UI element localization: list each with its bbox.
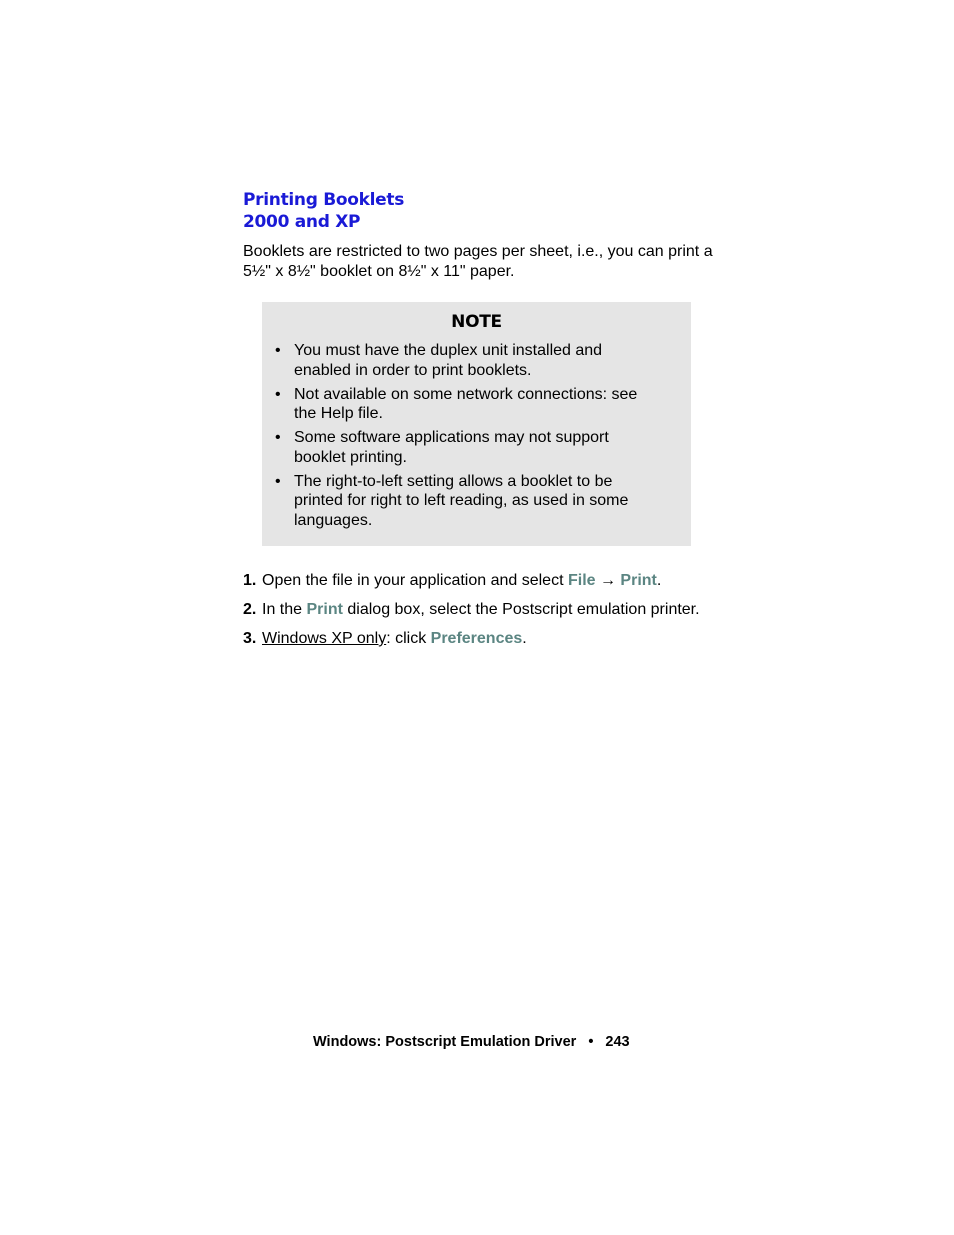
note-item-line: printed for right to left reading, as used in some bbox=[294, 492, 629, 509]
ui-ref-print: Print bbox=[620, 572, 657, 589]
intro-line-2: 5½" x 8½" booklet on 8½" x 11" paper. bbox=[243, 263, 515, 280]
windows-xp-only-label: Windows XP only bbox=[262, 630, 387, 647]
note-item bbox=[275, 341, 675, 380]
note-item bbox=[275, 428, 675, 467]
step-text-end: . bbox=[522, 630, 527, 647]
ui-ref-file: File bbox=[567, 572, 596, 589]
step-text-end: . bbox=[656, 572, 662, 589]
note-item bbox=[275, 472, 675, 531]
note-item-line: the Help file. bbox=[294, 405, 383, 422]
heading-line-1: Printing Booklets bbox=[243, 190, 405, 210]
step-number: 3. bbox=[243, 630, 257, 647]
bullet-icon: • bbox=[275, 472, 281, 490]
step-number: 1. bbox=[243, 572, 257, 589]
intro-paragraph bbox=[243, 242, 743, 282]
step-3 bbox=[243, 629, 803, 658]
note-item-line: You must have the duplex unit installed and bbox=[294, 342, 603, 359]
ui-ref-preferences: Preferences bbox=[430, 630, 523, 647]
note-item-line: The right-to-left setting allows a booklet to be bbox=[294, 472, 613, 490]
section-heading bbox=[243, 189, 404, 233]
note-item-line: Not available on some network connections: see bbox=[294, 385, 638, 403]
note-item-line: Some software applications may not support bbox=[294, 429, 609, 446]
bullet-icon: • bbox=[275, 385, 281, 403]
note-list bbox=[275, 341, 675, 535]
intro-line-1: Booklets are restricted to two pages per sheet, i.e., you can print a bbox=[243, 243, 713, 260]
note-item-line: languages. bbox=[294, 511, 373, 529]
step-text: Open the file in your application and select bbox=[262, 572, 568, 589]
step-1 bbox=[243, 571, 803, 600]
note-item-line: booklet printing. bbox=[294, 448, 407, 466]
step-number: 2. bbox=[243, 601, 257, 618]
footer-section-title: Windows: Postscript Emulation Driver bbox=[313, 1034, 577, 1050]
note-item bbox=[275, 385, 675, 424]
page-number: 243 bbox=[605, 1034, 630, 1050]
heading-line-2: 2000 and XP bbox=[243, 212, 361, 232]
step-2 bbox=[243, 600, 803, 629]
step-text-end: dialog box, select the Postscript emulation printer. bbox=[342, 601, 700, 618]
step-text: In the bbox=[262, 601, 307, 618]
note-box bbox=[262, 302, 691, 546]
steps-list bbox=[243, 571, 803, 658]
note-title: NOTE bbox=[451, 312, 502, 332]
step-text: : click bbox=[386, 630, 431, 647]
footer-separator: • bbox=[588, 1034, 594, 1050]
ui-ref-print: Print bbox=[306, 601, 343, 618]
bullet-icon: • bbox=[275, 429, 281, 446]
page-footer bbox=[313, 1033, 630, 1051]
note-item-line: enabled in order to print booklets. bbox=[294, 361, 532, 379]
arrow-icon: → bbox=[595, 572, 621, 589]
bullet-icon: • bbox=[275, 342, 281, 359]
